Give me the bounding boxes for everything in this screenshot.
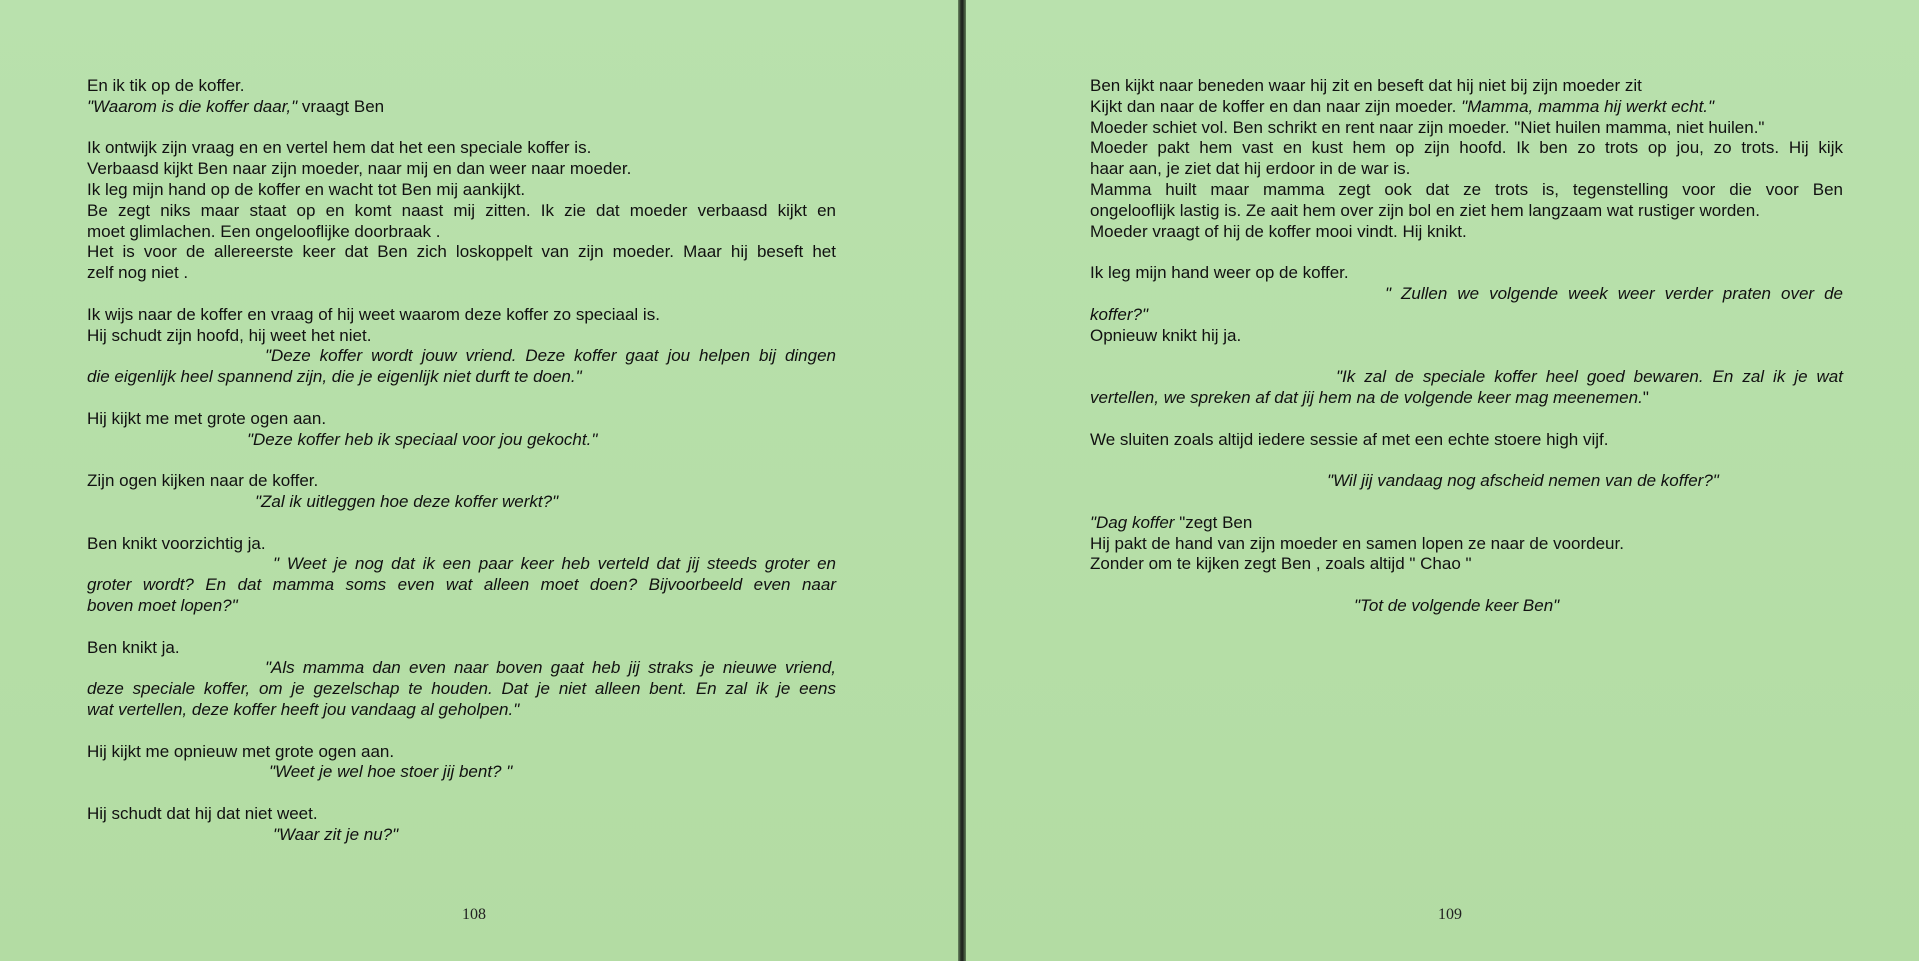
- paragraph-gap: [87, 617, 836, 638]
- italic-text: wat vertellen, deze koffer heeft jou vandaag al geholpen.": [87, 699, 520, 719]
- text-line: [87, 430, 836, 451]
- italic-text: groter wordt? En dat mamma soms even wat alleen moet doen? Bijvoorbeeld even naar: [87, 575, 836, 595]
- text-run: Hij kijkt me opnieuw met grote ogen aan.: [87, 741, 395, 761]
- text-line: [1090, 159, 1843, 180]
- text-line: [87, 471, 836, 492]
- paragraph-gap: [87, 450, 836, 471]
- left-page-text: [87, 76, 836, 845]
- italic-text: "Waar zit je nu?": [273, 824, 399, 844]
- italic-text: "Deze koffer wordt jouw vriend. Deze koffer gaat jou helpen bij dingen: [265, 346, 836, 366]
- italic-text: "Als mamma dan even naar boven gaat heb jij straks je nieuwe vriend,: [265, 658, 836, 678]
- text-run: Moeder pakt hem vast en kust hem op zijn hoofd. Ik ben zo trots op jou, zo trots. Hij kijk: [1090, 138, 1843, 158]
- text-line: [1090, 305, 1843, 326]
- paragraph-gap: [87, 284, 836, 305]
- text-line: [1090, 97, 1843, 118]
- paragraph-gap: [87, 118, 836, 139]
- text-line: [1090, 534, 1843, 555]
- text-run: Be zegt niks maar staat op en komt naast mij zitten. Ik zie dat moeder verbaasd kijkt en: [87, 200, 836, 220]
- text-line: [87, 242, 836, 263]
- text-run: Moeder vraagt of hij de koffer mooi vindt. Hij knikt.: [1090, 221, 1467, 241]
- paragraph-gap: [1090, 492, 1843, 513]
- text-line: [87, 804, 836, 825]
- text-run: Hij pakt de hand van zijn moeder en samen lopen ze naar de voordeur.: [1090, 533, 1624, 553]
- text-line: [87, 138, 836, 159]
- italic-text: "Tot de volgende keer Ben": [1354, 595, 1560, 615]
- text-run: moet glimlachen. Een ongelooflijke doorbraak .: [87, 221, 441, 241]
- italic-text: "Dag koffer: [1090, 512, 1175, 532]
- text-line: [87, 326, 836, 347]
- text-line: [87, 201, 836, 222]
- paragraph-gap: [1090, 450, 1843, 471]
- text-line: [87, 825, 836, 846]
- text-run: Zijn ogen kijken naar de koffer.: [87, 471, 319, 491]
- paragraph-gap: [1090, 346, 1843, 367]
- text-run: Kijkt dan naar de koffer en dan naar zijn moeder.: [1090, 96, 1462, 116]
- text-run: Ik leg mijn hand op de koffer en wacht tot Ben mij aankijkt.: [87, 179, 526, 199]
- paragraph-gap: [87, 388, 836, 409]
- paragraph-gap: [1090, 409, 1843, 430]
- paragraph-gap: [87, 783, 836, 804]
- text-run: "zegt Ben: [1174, 512, 1253, 532]
- right-page: [966, 0, 1919, 961]
- italic-text: boven moet lopen?": [87, 595, 238, 615]
- text-line: [1090, 430, 1843, 451]
- text-line: [1090, 513, 1843, 534]
- italic-text: "Weet je wel hoe stoer jij bent? ": [269, 762, 513, 782]
- italic-text: "Ik zal de speciale koffer heel goed bewaren. En zal ik je wat: [1336, 367, 1843, 387]
- text-line: [87, 346, 836, 367]
- italic-text: "Zal ik uitleggen hoe deze koffer werkt?": [255, 491, 559, 511]
- text-line: [87, 679, 836, 700]
- text-run: Moeder schiet vol. Ben schrikt en rent naar zijn moeder. "Niet huilen mamma, niet huilen.": [1090, 117, 1765, 137]
- italic-text: " Zullen we volgende week weer verder praten over de: [1385, 283, 1843, 303]
- text-run: Mamma huilt maar mamma zegt ook dat ze trots is, tegenstelling voor die voor Ben: [1090, 179, 1843, 199]
- text-line: [1090, 284, 1843, 305]
- left-page-number: 108: [462, 906, 486, 923]
- text-run: zelf nog niet .: [87, 263, 189, 283]
- italic-text: "Mamma, mamma hij werkt echt.": [1461, 96, 1715, 116]
- italic-text: "Deze koffer heb ik speciaal voor jou gekocht.": [247, 429, 598, 449]
- italic-text: " Weet je nog dat ik een paar keer heb verteld dat jij steeds groter en: [273, 554, 836, 574]
- text-run: Het is voor de allereerste keer dat Ben zich loskoppelt van zijn moeder. Maar hij beseft het: [87, 242, 836, 262]
- text-run: En ik tik op de koffer.: [87, 76, 245, 95]
- paragraph-gap: [87, 721, 836, 742]
- text-line: [1090, 596, 1843, 617]
- text-run: Ben kijkt naar beneden waar hij zit en beseft dat hij niet bij zijn moeder zit: [1090, 76, 1642, 95]
- text-line: [87, 76, 836, 97]
- text-run: Ik ontwijk zijn vraag en en vertel hem dat het een speciale koffer is.: [87, 138, 592, 158]
- paragraph-gap: [1090, 242, 1843, 263]
- italic-text: vertellen, we spreken af dat jij hem na de volgende keer mag meenemen.: [1090, 387, 1643, 407]
- paragraph-gap: [1090, 575, 1843, 596]
- text-line: [87, 222, 836, 243]
- text-run: ": [1642, 387, 1649, 407]
- right-page-number: 109: [1438, 906, 1462, 923]
- text-line: [87, 409, 836, 430]
- text-run: Ik leg mijn hand weer op de koffer.: [1090, 263, 1349, 283]
- text-run: We sluiten zoals altijd iedere sessie af met een echte stoere high vijf.: [1090, 429, 1609, 449]
- text-line: [87, 700, 836, 721]
- text-line: [87, 97, 836, 118]
- text-run: Hij kijkt me met grote ogen aan.: [87, 408, 327, 428]
- text-line: [1090, 554, 1843, 575]
- text-line: [1090, 388, 1843, 409]
- text-line: [87, 658, 836, 679]
- text-line: [87, 159, 836, 180]
- text-line: [87, 263, 836, 284]
- text-line: [87, 742, 836, 763]
- text-line: [87, 367, 836, 388]
- text-line: [1090, 76, 1843, 97]
- italic-text: deze speciale koffer, om je gezelschap te houden. Dat je niet alleen bent. En zal ik je eens: [87, 679, 836, 699]
- italic-text: "Waarom is die koffer daar,": [87, 96, 298, 116]
- text-run: Ben knikt ja.: [87, 637, 180, 657]
- text-line: [87, 762, 836, 783]
- text-run: Zonder om te kijken zegt Ben , zoals altijd " Chao ": [1090, 554, 1472, 574]
- text-line: [87, 596, 836, 617]
- text-line: [87, 638, 836, 659]
- text-line: [87, 554, 836, 575]
- text-line: [1090, 471, 1843, 492]
- text-run: Hij schudt dat hij dat niet weet.: [87, 803, 318, 823]
- text-line: [1090, 138, 1843, 159]
- text-line: [1090, 118, 1843, 139]
- text-run: Opnieuw knikt hij ja.: [1090, 325, 1242, 345]
- text-line: [1090, 222, 1843, 243]
- text-run: Verbaasd kijkt Ben naar zijn moeder, naar mij en dan weer naar moeder.: [87, 159, 632, 179]
- text-run: Ben knikt voorzichtig ja.: [87, 533, 266, 553]
- text-line: [1090, 367, 1843, 388]
- book-spine: [958, 0, 966, 961]
- text-run: ongelooflijk lastig is. Ze aait hem over zijn bol en ziet hem langzaam wat rustiger worden.: [1090, 200, 1760, 220]
- text-line: [87, 305, 836, 326]
- text-run: Hij schudt zijn hoofd, hij weet het niet.: [87, 325, 372, 345]
- text-line: [1090, 180, 1843, 201]
- text-line: [87, 492, 836, 513]
- text-line: [1090, 263, 1843, 284]
- text-line: [1090, 326, 1843, 347]
- text-line: [87, 575, 836, 596]
- text-line: [87, 180, 836, 201]
- text-line: [1090, 201, 1843, 222]
- italic-text: koffer?": [1090, 304, 1149, 324]
- italic-text: "Wil jij vandaag nog afscheid nemen van de koffer?": [1327, 471, 1719, 491]
- text-line: [87, 534, 836, 555]
- text-run: Ik wijs naar de koffer en vraag of hij weet waarom deze koffer zo speciaal is.: [87, 304, 660, 324]
- text-run: haar aan, je ziet dat hij erdoor in de war is.: [1090, 159, 1411, 179]
- right-page-text: [1090, 76, 1843, 617]
- italic-text: die eigenlijk heel spannend zijn, die je eigenlijk niet durft te doen.": [87, 367, 582, 387]
- paragraph-gap: [87, 513, 836, 534]
- left-page: [0, 0, 958, 961]
- text-run: vraagt Ben: [297, 96, 385, 116]
